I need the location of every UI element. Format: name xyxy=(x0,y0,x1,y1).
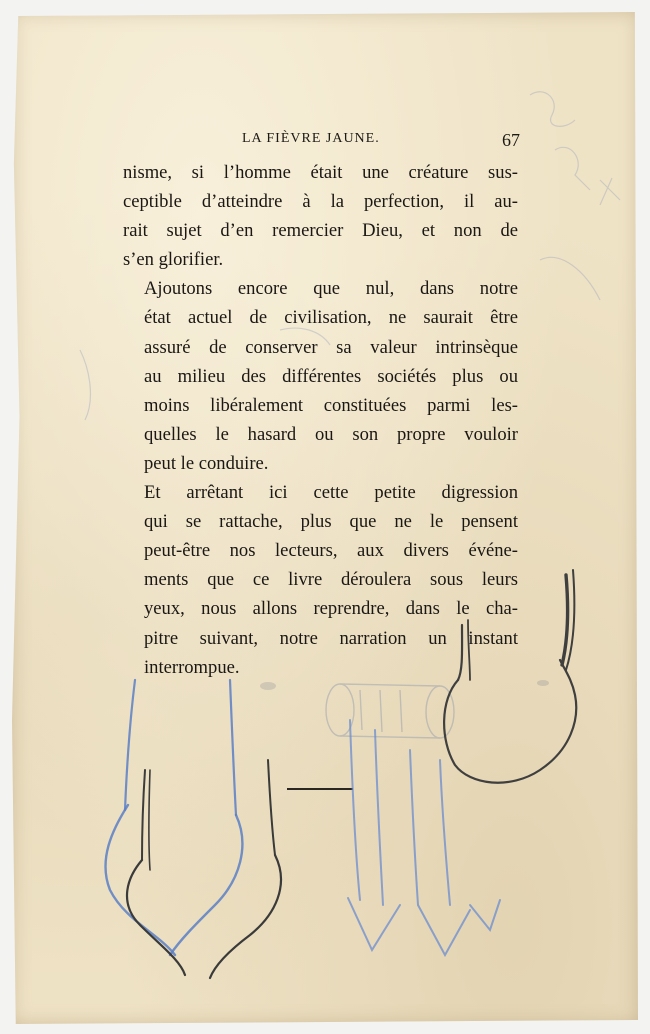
text-line: interrompue. xyxy=(144,656,240,678)
text-line: Ajoutons encore que nul, dans notre xyxy=(144,278,518,300)
body-text xyxy=(123,158,518,682)
text-line: assuré de conserver sa valeur intrinsèque xyxy=(144,336,518,358)
paragraph-2 xyxy=(123,274,518,478)
page-number: 67 xyxy=(502,130,520,150)
text-line: peut le conduire. xyxy=(144,452,269,474)
text-line: qui se rattache, plus que ne le pensent xyxy=(144,511,518,533)
text-line: nisme, si l’homme était une créature sus- xyxy=(123,162,518,183)
text-line: peut-être nos lecteurs, aux divers événe- xyxy=(144,540,518,562)
text-line: au milieu des différentes sociétés plus ou xyxy=(144,365,518,387)
running-head xyxy=(110,131,520,151)
text-line: ceptible d’atteindre à la perfection, il au- xyxy=(123,191,518,213)
paragraph-3 xyxy=(123,478,518,682)
text-line: pitre suivant, notre narration un instant xyxy=(144,627,518,649)
text-line: quelles le hasard ou son propre vouloir xyxy=(144,423,518,445)
text-line: rait sujet d’en remercier Dieu, et non de xyxy=(123,220,518,242)
paragraph-1 xyxy=(123,158,518,274)
running-title: LA FIÈVRE JAUNE. xyxy=(242,131,380,146)
text-line: yeux, nous allons reprendre, dans le cha- xyxy=(144,598,518,620)
text-line: ments que ce livre déroulera sous leurs xyxy=(144,569,518,591)
text-line: Et arrêtant ici cette petite digression xyxy=(144,482,518,504)
text-line: état actuel de civilisation, ne saurait être xyxy=(144,307,518,329)
text-line: moins libéralement constituées parmi les- xyxy=(144,394,518,416)
text-line: s’en glorifier. xyxy=(123,249,224,271)
